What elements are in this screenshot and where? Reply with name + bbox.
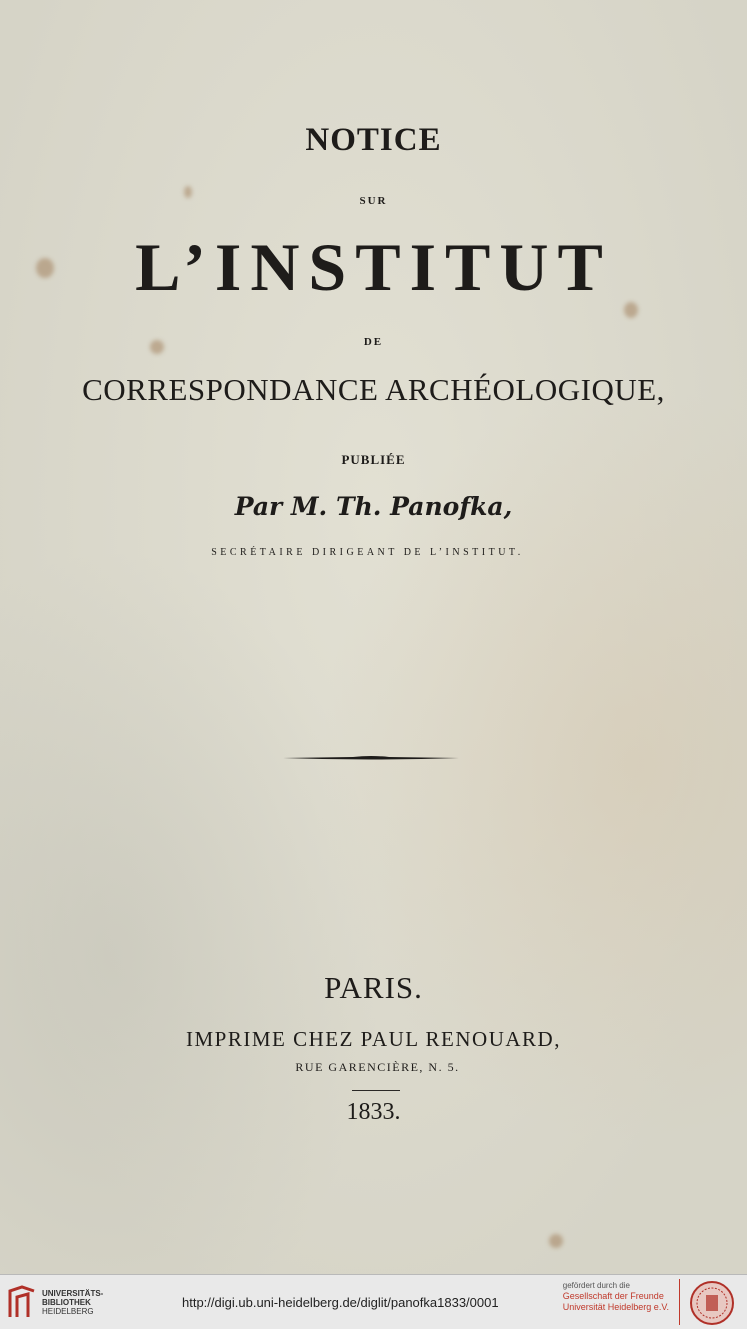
- library-name: UNIVERSITÄTS- BIBLIOTHEK HEIDELBERG: [42, 1289, 104, 1316]
- title-de: DE: [363, 336, 384, 348]
- imprint-address: RUE GARENCIÈRE, N. 5.: [295, 1060, 460, 1074]
- library-logo-icon: [8, 1285, 36, 1319]
- divider: [352, 1090, 400, 1091]
- title-institut: L’INSTITUT: [135, 229, 612, 305]
- imprint-city: PARIS.: [324, 970, 423, 1005]
- title-notice: NOTICE: [305, 122, 442, 158]
- ornamental-rule: [283, 751, 459, 765]
- permalink-url[interactable]: http://digi.ub.uni-heidelberg.de/diglit/panofka1833/0001: [182, 1295, 499, 1310]
- author-name: Par M. Th. Panofka,: [234, 492, 513, 521]
- title-sur: SUR: [359, 195, 388, 207]
- sponsor-credit: gefördert durch die Gesellschaft der Freunde Universität Heidelberg e.V.: [562, 1281, 669, 1312]
- title-correspondance: CORRESPONDANCE ARCHÉOLOGIQUE,: [82, 372, 665, 407]
- university-seal-icon: [689, 1280, 735, 1326]
- imprint-year: 1833.: [346, 1099, 401, 1125]
- viewer-footer: [0, 1274, 747, 1329]
- author-title: SECRÉTAIRE DIRIGEANT DE L’INSTITUT.: [211, 547, 524, 558]
- foxing-spot: [549, 1234, 563, 1248]
- divider: [679, 1279, 680, 1325]
- imprint-printer: IMPRIME CHEZ PAUL RENOUARD,: [186, 1027, 561, 1051]
- publiee-label: PUBLIÉE: [341, 452, 406, 467]
